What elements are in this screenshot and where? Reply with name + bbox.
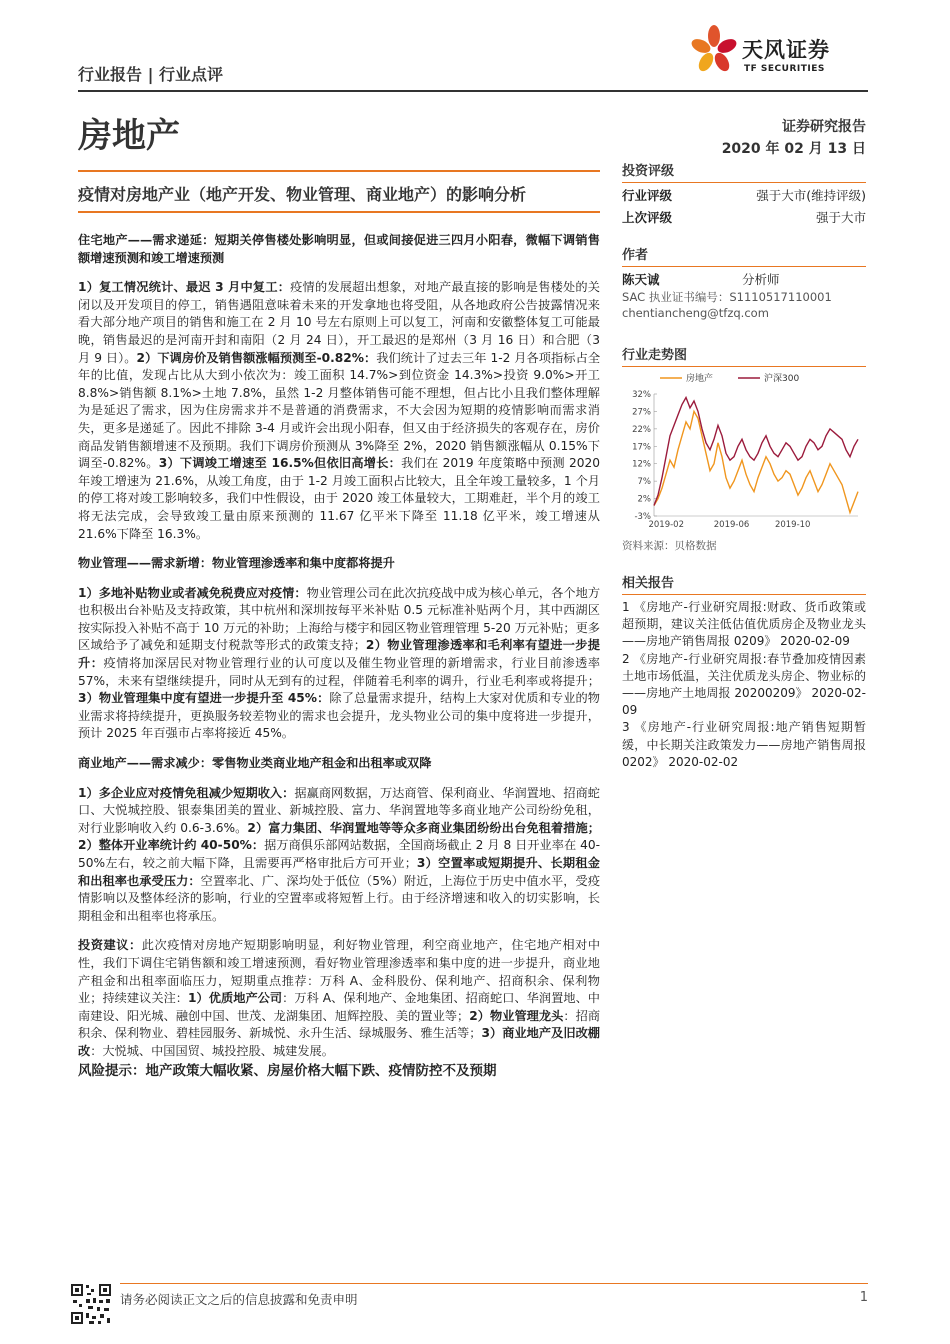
series-line [654, 411, 858, 512]
author-name: 陈天诚 [622, 272, 660, 287]
title-rule-bottom [78, 211, 600, 213]
legend-label: 沪深300 [764, 374, 800, 384]
footer-rule [120, 1283, 868, 1284]
rating-box [622, 160, 866, 229]
report-category: 行业报告 | 行业点评 [78, 65, 223, 84]
related-divider [622, 594, 866, 595]
paragraph-residential: 1）复工情况统计、最迟 3 月中复工：疫情的发展超出想象，对地产最直接的影响是售楼处的关闭以及开发项目的停工，销售遇阻意味着未来的开发拿地也将受阻，从各地政府公告披露情况来看大部分地产项目的销售和施工在 2 月 10 号左右原则上可以复工，河南和安徽整体复工可能最晚，销售最迟的是河南开封和南阳（2 月 24 日），开工最迟的是郑州（3 月 16 日）和合肥（3 月 9 日）。2）下调房价及销售额涨幅预测至-0.82%：我们统计了过去三年 1-2 月各项指标占全年的比值，发现占比从大到小依次为：竣工面积 14.7%>到位资金 14.3%>投资 9.0%>开工 8.8%>销售额 8.1%>土地 7.8%，虽然 1-2 月整体销售可能不理想，但占比小且我们整体理解为是延迟了需求，因为住房需求并不是普通的消费需求，不大会因为短期的疫情影响而需求消失，更多是递延了。因此不排除 3-4 月或许会出现小阳春，但又由于经济损失的客观存在，房价商品发销售额增速不及预期。我们下调房价预测从 3%降至 2%，2020 销售额涨幅从 0.15%下调至-0.82%。3）下调竣工增速至 16.5%但依旧高增长：我们在 2019 年度策略中预测 2020 年竣工增速为 21.6%，从竣工角度，由于 1-2 月竣工面积占比较大，且全年竣工量较多，1 个月的停工将对竣工影响较多，我们中性假设，由于 2020 竣工体量较大，工期难赶，半个月的竣工将无法完成，会导致竣工量由原来预测的 11.67 亿平米下降至 11.18 亿平米，竣工增速从 21.6%下降至 16.3%。 [78, 280, 601, 541]
report-type: 证券研究报告 [782, 119, 866, 135]
prev-rating-value: 强于大市 [815, 210, 866, 225]
chart-source: 资料来源：贝格数据 [622, 540, 717, 552]
prev-rating-label: 上次评级 [622, 210, 673, 225]
y-tick-label: 7% [637, 477, 651, 488]
legend-label: 房地产 [686, 374, 714, 384]
logo-flower-icon [688, 22, 740, 80]
author-box [622, 244, 866, 321]
rating-label: 行业评级 [622, 188, 673, 203]
y-tick-label: 27% [632, 407, 651, 418]
footer-disclaimer[interactable]: 请务必阅读正文之后的信息披露和免责申明 [120, 1292, 358, 1307]
rating-divider [622, 182, 866, 183]
author-email[interactable]: chentiancheng@tfzq.com [622, 306, 769, 320]
risk-warning: 风险提示：地产政策大幅收紧、房屋价格大幅下跌、疫情防控不及预期 [78, 1062, 497, 1079]
section-heading-property-mgmt: 物业管理——需求新增：物业管理渗透率和集中度都将提升 [78, 556, 395, 571]
header-divider [78, 90, 868, 92]
related-list [622, 599, 866, 771]
author-divider [622, 266, 866, 267]
related-item[interactable]: 3 《房地产-行业研究周报:地产销售短期暂缓，中长期关注政策发力——房地产销售周报 0202》 2020-02-02 [622, 720, 866, 769]
logo [688, 22, 878, 82]
trend-chart [622, 366, 866, 532]
y-tick-label: 32% [632, 390, 651, 400]
report-date: 2020 年 02 月 13 日 [721, 141, 866, 157]
y-tick-label: 12% [632, 459, 651, 470]
y-tick-label: 17% [632, 442, 651, 453]
related-item[interactable]: 1 《房地产-行业研究周报:财政、货币政策或超预期，建议关注低估值优质房企及物业龙头——房地产销售周报 0209》 2020-02-09 [622, 600, 866, 649]
y-tick-label: -3% [634, 512, 651, 522]
series-line [654, 398, 858, 506]
trend-title: 行业走势图 [622, 348, 688, 363]
logo-english: TF SECURITIES [744, 64, 825, 74]
main-content [78, 232, 600, 1092]
paragraph-investment: 投资建议：此次疫情对房地产短期影响明显，利好物业管理，利空商业地产，住宅地产相对中性，我们下调住宅销售额和竣工增速预测，看好物业管理渗透率和集中度的进一步提升，商业地产租金和出租率面临压力，短期重点推荐：万科 A、金科股份、保利地产、招商积余、保利物业；持续建议关注：1）优质地产公司：万科 A、保利地产、金地集团、招商蛇口、华润置地、中南建设、阳光城、融创中国、世茂、龙湖集团、旭辉控股、美的置业等；2）物业管理龙头：招商积余、保利物业、碧桂园服务、新城悦、永升生活、绿城服务、雅生活等；3）商业地产及旧改棚改：大悦城、中国国贸、城投控股、城建发展。 [78, 938, 601, 1058]
paragraph-commercial: 1）多企业应对疫情免租减少短期收入：据赢商网数据，万达商管、保利商业、华润置地、招商蛇口、大悦城控股、银泰集团美的置业、新城控股、富力、华润置地等多商业地产公司纷纷免租，对行业影响收入约 0.6-3.6%。2）富力集团、华润置地等等众多商业集团纷纷出台免租着措施；2）整体开业率统计约 40-50%：据万商俱乐部网站数据，全国商场截止 2 月 8 日开业率在 40-50%左右，较之前大幅下降，且需要再严格审批后方可开业；3）空置率或短期提升、长期租金和出租率也承受压力：空置率北、广、深均处于低位（5%）附近，上海位于历史中值水平，受疫情影响以及整体经济的影响，行业的空置率或将短暂上行。由于经济增速和收入的切实影响，长期租金和出租率也将承压。 [78, 785, 601, 923]
page-number: 1 [859, 1290, 868, 1305]
y-tick-label: 22% [632, 424, 651, 435]
report-title: 疫情对房地产业（地产开发、物业管理、商业地产）的影响分析 [78, 185, 527, 204]
author-title: 作者 [622, 248, 649, 263]
x-tick-label: 2019-06 [713, 520, 750, 530]
author-cert: SAC 执业证书编号：S1110517110001 [622, 290, 832, 304]
x-tick-label: 2019-02 [648, 520, 684, 530]
paragraph-property-mgmt: 1）多地补贴物业或者减免税费应对疫情：物业管理公司在此次抗疫战中成为核心单元，各个地方也积极出台补贴及支持政策，其中杭州和深圳按每平米补贴 0.5 元标准补贴两个月，其中西湖区按实际投入补贴不高于 10 万元的补助；上海给与楼宇和园区物业管理管理 5-20 万元补贴；更多区域给予了减免和延期支付税款等形式的政策支持；2）物业管理渗透率和毛利率有望进一步提升：疫情将加深居民对物业管理行业的认可度以及催生物业管理的新增需求，行业目前渗透率 57%，未来有望继续提升，同时从无到有的过程，伴随着毛利率的调升，行业毛利率或将提升；3）物业管理集中度有望进一步提升至 45%：除了总量需求提升，结构上大家对优质和专业的物业需求将持续提升，更换服务较差物业的需求也会提升，龙头物业公司的集中度将进一步提升，预计 2025 年百强市占率将接近 45%。 [78, 585, 601, 741]
title-rule-top [78, 170, 600, 172]
related-box [622, 572, 866, 771]
sector-title: 房地产 [78, 116, 180, 156]
related-title: 相关报告 [622, 576, 675, 591]
rating-value: 强于大市(维持评级) [756, 188, 866, 203]
y-tick-label: 2% [637, 494, 651, 505]
rating-title: 投资评级 [622, 164, 675, 179]
logo-text: 天风证券 [742, 38, 830, 62]
qr-code-icon [70, 1283, 112, 1325]
section-heading-commercial: 商业地产——需求减少：零售物业类商业地产租金和出租率或双降 [78, 756, 432, 771]
x-tick-label: 2019-10 [774, 520, 811, 530]
author-role: 分析师 [742, 272, 780, 287]
related-item[interactable]: 2 《房地产-行业研究周报:春节叠加疫情因素土地市场低温，关注优质龙头房企、物业标的——房地产土地周报 20200209》 2020-02-09 [622, 651, 866, 718]
section-heading-residential: 住宅地产——需求递延：短期关停售楼处影响明显，但或间接促进三四月小阳春，微幅下调销售额增速预测和竣工增速预测 [78, 233, 600, 265]
